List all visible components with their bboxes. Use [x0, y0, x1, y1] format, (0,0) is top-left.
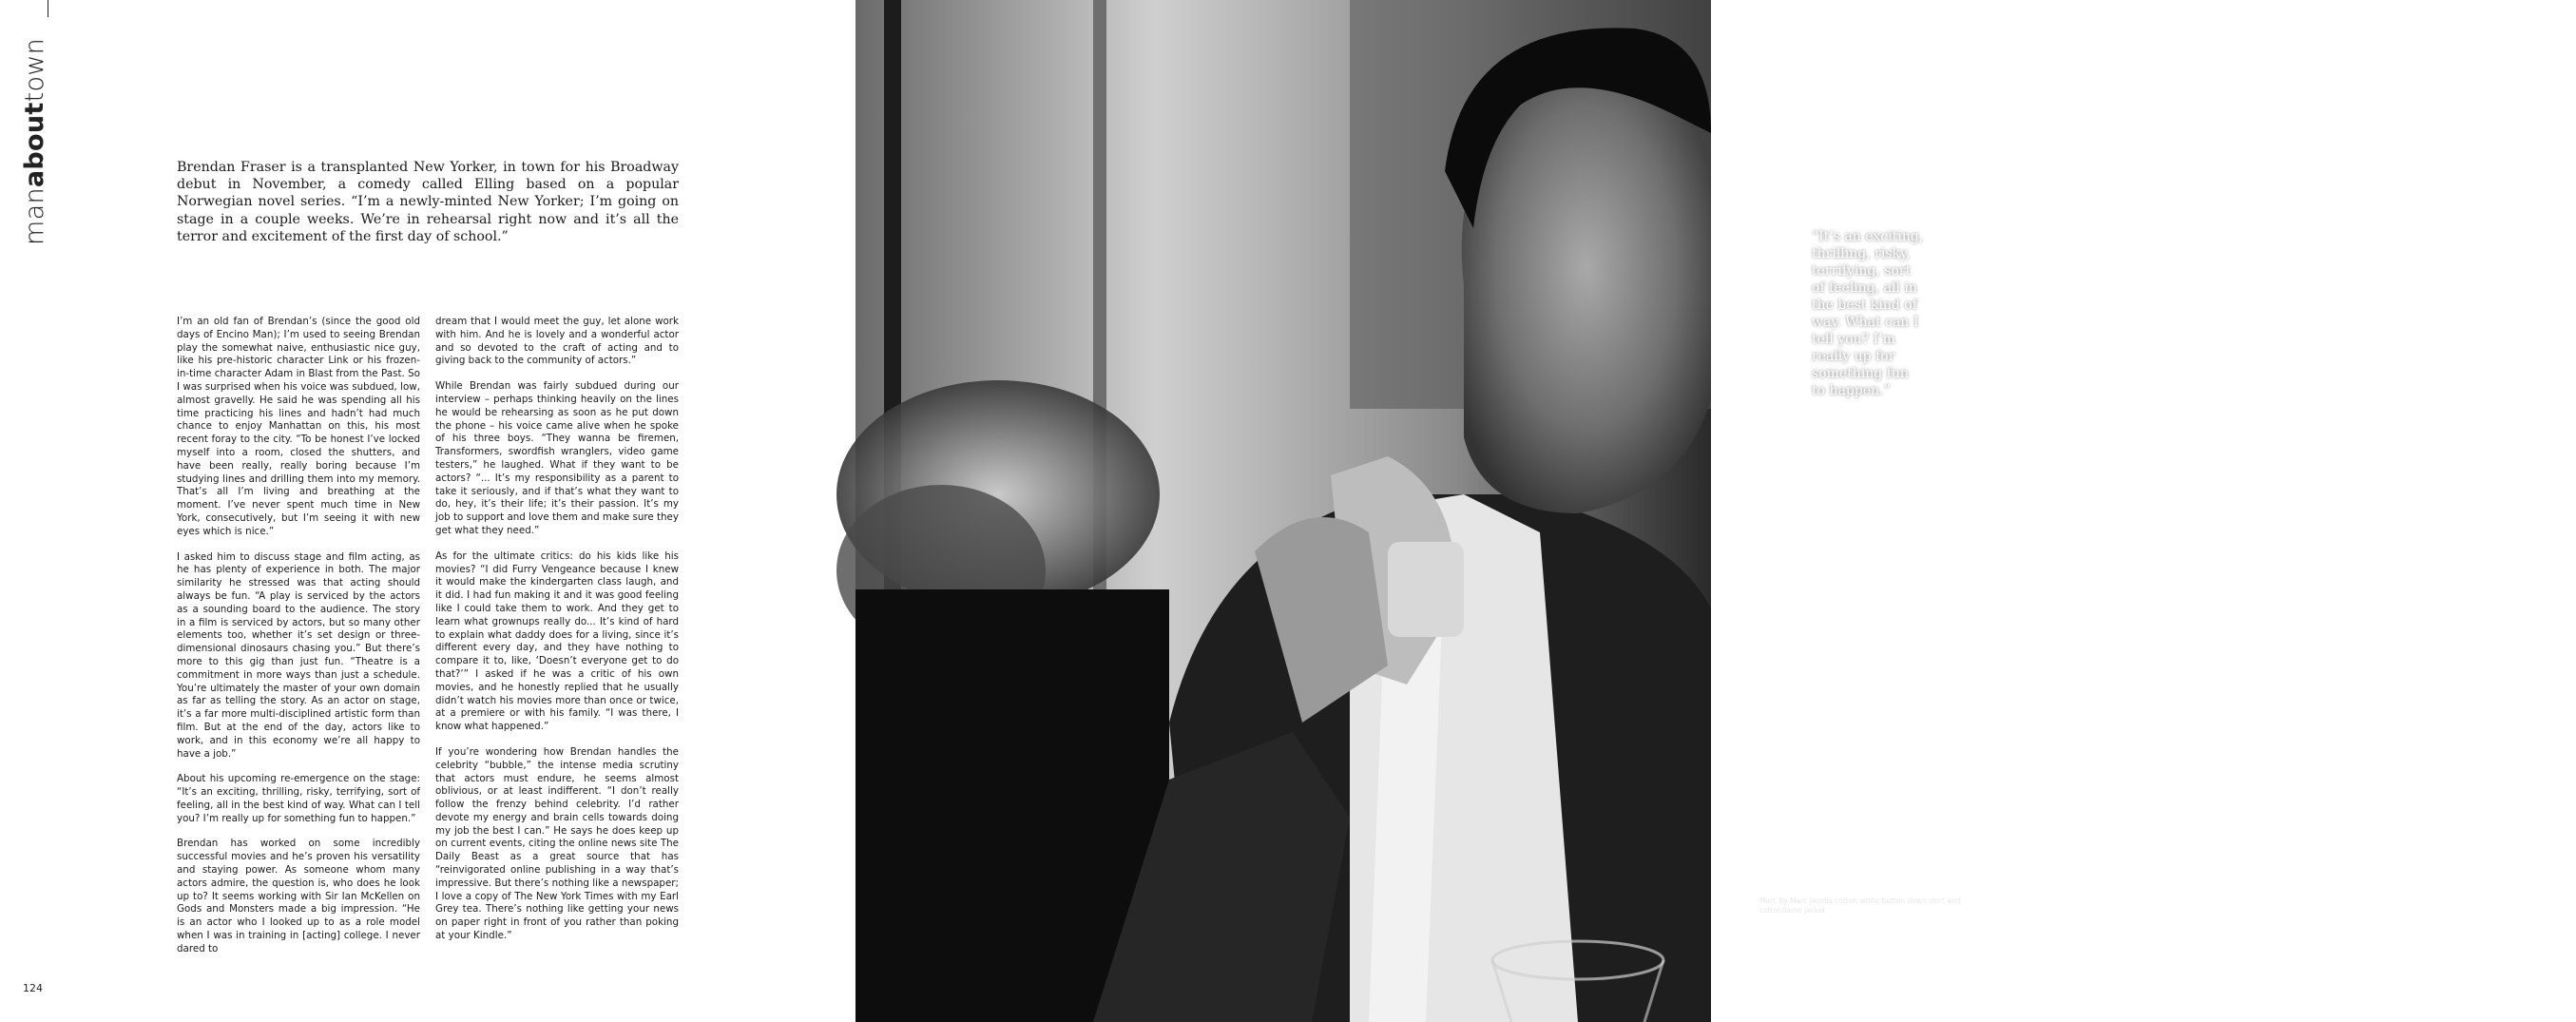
title-line-1: brendan — [2374, 538, 2483, 939]
article-paragraph: Brendan has worked on some incredibly successful movies and he’s proven his versatility and staying power. As someone whom many actors admire, the question is, who does he look up to? It seems working with Sir Ian McKellen on Gods and Monsters made a big impression. “He is an actor who I looked up to as a role model when I was in training in [acting] college. I never dared to — [177, 838, 420, 955]
article-column-1 — [177, 316, 420, 969]
intro-paragraph: Brendan Fraser is a transplanted New Yorker, in town for his Broadway debut in November, a comedy called Elling based on a popular Norwegian novel series. “I’m a newly-minted New Yorker; I’m going on stage in a couple weeks. We’re in rehearsal right now and it’s all the terror and excitement of the first day of school.” — [177, 160, 679, 244]
photo-caption: Marc by Marc Jacobs cotton white button down shirt and cotton/laine jacket — [1759, 897, 1961, 915]
portrait-photo — [855, 0, 1711, 1022]
article-paragraph: As for the ultimate critics: do his kids like his movies? “I did Furry Vengeance because I knew it would make the kindergarten class laugh, and it did. I had fun making it and it was good feeling like I could take them to work. And they get to learn what grownups really do... It’s kind of hard to explain what daddy does for a living, since it’s different every day, and they have nothing to compare it to, like, ‘Doesn’t everyone get to do that?’” I asked if he was a critic of his own movies, and he honestly replied that he usually didn’t watch his movies more than once or twice, at a premiere or with his family. “I was there, I know what happened.” — [435, 550, 679, 733]
article-paragraph: dream that I would meet the guy, let alone work with him. And he is lovely and a wonderful actor and so devoted to the craft of acting and to giving back to the community of actors.” — [435, 316, 679, 367]
left-page — [0, 0, 855, 1022]
article-paragraph: About his upcoming re-emergence on the stage: “It’s an exciting, thrilling, risky, terrifying, sort of feeling, all in the best kind of way. What can I tell you? I’m really up for something fun to happen.” — [177, 773, 420, 824]
section-label — [19, 17, 51, 245]
article-paragraph: I asked him to discuss stage and film acting, as he has plenty of experience in both. The major similarity he stressed was that acting should always be fun. “A play is serviced by the actors as a sounding board to the audience. The story in a film is serviced by actors, but so many other elements too, whether it’s set design or three-dimensional dinosaurs chasing you.” But there’s more to this gig than just fun. “Theatre is a commitment in more ways than just a schedule. You’re ultimately the master of your own domain as far as telling the story. As an actor on stage, it’s a far more multi-disciplined artistic form than film. But at the end of the day, actors like to work, and in this economy we’re all happy to have a job.” — [177, 550, 420, 760]
article-paragraph: While Brendan was fairly subdued during our interview – perhaps thinking heavily on the lines he would be rehearsing as soon as he put down the phone – his voice came alive when he spoke of his three boys. “They wanna be firemen, Transformers, swordfish wranglers, video game testers,” he laughed. What if they want to be actors? “... It’s my responsibility as a parent to take it seriously, and if that’s what they want to do, hey, it’s their life; it’s their passion. It’s my job to support and love them and make sure they get what they need.” — [435, 380, 679, 536]
author-credit: by Ashleigh VanHouten — [2512, 460, 2525, 582]
section-label-bold: about — [20, 102, 49, 188]
right-page — [855, 0, 2568, 1022]
pull-quote: “It’s an exciting, thrilling, risky, terrifying, sort of feeling, all in the best kind of way. What can I tell you? I’m really up for something fun to happen.” — [1812, 229, 1924, 398]
article-credits — [2511, 335, 2549, 582]
section-label-light-2: town — [20, 37, 49, 103]
photographer-credit: photography by David Needleman — [2528, 401, 2540, 582]
page-number: 124 — [23, 982, 43, 994]
article-paragraph: I’m an old fan of Brendan’s (since the good old days of Encino Man); I’m used to seeing Brendan play the somewhat naive, enthusiastic nice guy, like his pre-historic character Link or his frozen-in-time character Adam in Blast from the Past. So I was surprised when his voice was subdued, low, almost gravelly. He said he was spending all his time practicing his lines and hadn’t had much chance to enjoy Manhattan on this, his most recent foray to the city. “To be honest I’ve locked myself into a room, closed the shutters, and have been really, really boring because I’m studying lines and drilling them into my memory. That’s all I’m living and breathing at the moment. I’ve never spent much time in New York, consecutively, but I’m seeing it with new eyes which is nice.” — [177, 316, 420, 537]
article-column-2 — [435, 316, 679, 955]
article-paragraph: If you’re wondering how Brendan handles the celebrity “bubble,” the intense media scrutiny that actors must endure, he seems almost oblivious, or at least indifferent. “I don’t really follow the frenzy behind celebrity. I’d rather devote my energy and brain cells towards doing my job the best I can.” He says he does keep up on current events, citing the online news site The Daily Beast as a great source that has “reinvigorated online publishing in a way that’s impressive. But there’s nothing like a newspaper; I love a copy of The New York Times with my Earl Grey tea. There’s nothing like getting your news on paper right in front of you rather than poking at your Kindle.” — [435, 745, 679, 942]
section-label-light-1: man — [20, 187, 49, 245]
title-line-2: fraser — [2460, 651, 2568, 939]
